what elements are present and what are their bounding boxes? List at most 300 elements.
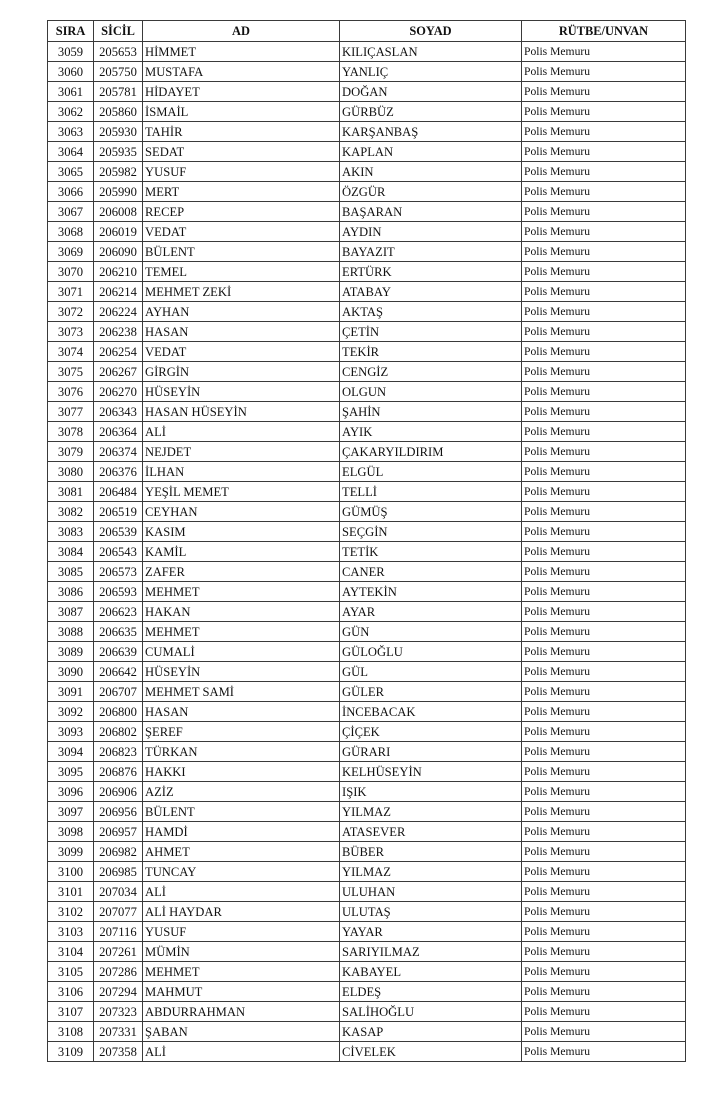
cell-soyad: AYTEKİN xyxy=(340,582,522,602)
cell-sira: 3080 xyxy=(48,462,94,482)
cell-sira: 3093 xyxy=(48,722,94,742)
cell-sicil: 206343 xyxy=(94,402,143,422)
cell-sira: 3068 xyxy=(48,222,94,242)
cell-sicil: 206364 xyxy=(94,422,143,442)
cell-sicil: 206635 xyxy=(94,622,143,642)
cell-sira: 3103 xyxy=(48,922,94,942)
cell-sira: 3087 xyxy=(48,602,94,622)
table-row xyxy=(48,782,686,802)
table-row xyxy=(48,922,686,942)
cell-ad: İLHAN xyxy=(143,462,340,482)
cell-sicil: 206823 xyxy=(94,742,143,762)
table-row xyxy=(48,342,686,362)
cell-sira: 3107 xyxy=(48,1002,94,1022)
cell-soyad: GÜRARI xyxy=(340,742,522,762)
table-row xyxy=(48,942,686,962)
cell-sira: 3072 xyxy=(48,302,94,322)
cell-ad: VEDAT xyxy=(143,222,340,242)
cell-soyad: BAŞARAN xyxy=(340,202,522,222)
cell-sira: 3097 xyxy=(48,802,94,822)
cell-rutbe: Polis Memuru xyxy=(522,422,686,442)
cell-rutbe: Polis Memuru xyxy=(522,742,686,762)
cell-sicil: 205990 xyxy=(94,182,143,202)
cell-soyad: SALİHOĞLU xyxy=(340,1002,522,1022)
cell-sicil: 206800 xyxy=(94,702,143,722)
cell-sicil: 206573 xyxy=(94,562,143,582)
cell-ad: ŞEREF xyxy=(143,722,340,742)
cell-soyad: BÜBER xyxy=(340,842,522,862)
table-body xyxy=(48,42,686,1062)
cell-ad: GİRGİN xyxy=(143,362,340,382)
cell-rutbe: Polis Memuru xyxy=(522,1042,686,1062)
table-row xyxy=(48,282,686,302)
cell-ad: CEYHAN xyxy=(143,502,340,522)
cell-sicil: 206623 xyxy=(94,602,143,622)
cell-soyad: CENGİZ xyxy=(340,362,522,382)
cell-soyad: KABAYEL xyxy=(340,962,522,982)
cell-sira: 3085 xyxy=(48,562,94,582)
cell-soyad: GÜLOĞLU xyxy=(340,642,522,662)
cell-rutbe: Polis Memuru xyxy=(522,942,686,962)
cell-sira: 3092 xyxy=(48,702,94,722)
table-row xyxy=(48,242,686,262)
table-row xyxy=(48,482,686,502)
cell-soyad: ULUHAN xyxy=(340,882,522,902)
table-row xyxy=(48,582,686,602)
cell-sira: 3059 xyxy=(48,42,94,62)
cell-sira: 3096 xyxy=(48,782,94,802)
cell-soyad: AYIK xyxy=(340,422,522,442)
cell-rutbe: Polis Memuru xyxy=(522,902,686,922)
cell-ad: YEŞİL MEMET xyxy=(143,482,340,502)
cell-soyad: GÜL xyxy=(340,662,522,682)
cell-rutbe: Polis Memuru xyxy=(522,702,686,722)
cell-sicil: 206956 xyxy=(94,802,143,822)
cell-sira: 3090 xyxy=(48,662,94,682)
cell-soyad: CİVELEK xyxy=(340,1042,522,1062)
cell-sira: 3084 xyxy=(48,542,94,562)
header-sicil: SİCİL xyxy=(94,21,143,42)
cell-soyad: AYDIN xyxy=(340,222,522,242)
cell-rutbe: Polis Memuru xyxy=(522,242,686,262)
cell-rutbe: Polis Memuru xyxy=(522,862,686,882)
cell-sicil: 206957 xyxy=(94,822,143,842)
cell-ad: ŞABAN xyxy=(143,1022,340,1042)
cell-soyad: KASAP xyxy=(340,1022,522,1042)
cell-ad: HAMDİ xyxy=(143,822,340,842)
cell-rutbe: Polis Memuru xyxy=(522,282,686,302)
cell-sira: 3098 xyxy=(48,822,94,842)
cell-ad: İSMAİL xyxy=(143,102,340,122)
cell-ad: MEHMET ZEKİ xyxy=(143,282,340,302)
cell-rutbe: Polis Memuru xyxy=(522,802,686,822)
cell-rutbe: Polis Memuru xyxy=(522,1022,686,1042)
cell-soyad: GÜRBÜZ xyxy=(340,102,522,122)
cell-rutbe: Polis Memuru xyxy=(522,662,686,682)
cell-soyad: KILIÇASLAN xyxy=(340,42,522,62)
cell-sicil: 205750 xyxy=(94,62,143,82)
cell-soyad: İNCEBACAK xyxy=(340,702,522,722)
cell-sira: 3102 xyxy=(48,902,94,922)
cell-rutbe: Polis Memuru xyxy=(522,582,686,602)
cell-sicil: 207294 xyxy=(94,982,143,1002)
table-row xyxy=(48,982,686,1002)
cell-sira: 3062 xyxy=(48,102,94,122)
cell-sicil: 205653 xyxy=(94,42,143,62)
cell-ad: YUSUF xyxy=(143,922,340,942)
cell-rutbe: Polis Memuru xyxy=(522,202,686,222)
table-header xyxy=(48,21,686,42)
cell-soyad: YILMAZ xyxy=(340,862,522,882)
cell-sira: 3094 xyxy=(48,742,94,762)
cell-rutbe: Polis Memuru xyxy=(522,302,686,322)
cell-sicil: 206484 xyxy=(94,482,143,502)
cell-sira: 3067 xyxy=(48,202,94,222)
table-row xyxy=(48,962,686,982)
cell-rutbe: Polis Memuru xyxy=(522,782,686,802)
cell-ad: HAKKI xyxy=(143,762,340,782)
cell-ad: MAHMUT xyxy=(143,982,340,1002)
cell-soyad: ATASEVER xyxy=(340,822,522,842)
cell-sicil: 207261 xyxy=(94,942,143,962)
cell-rutbe: Polis Memuru xyxy=(522,402,686,422)
cell-rutbe: Polis Memuru xyxy=(522,962,686,982)
cell-sicil: 206238 xyxy=(94,322,143,342)
table-row xyxy=(48,322,686,342)
cell-sira: 3095 xyxy=(48,762,94,782)
cell-sira: 3100 xyxy=(48,862,94,882)
cell-sicil: 206593 xyxy=(94,582,143,602)
header-sira: SIRA xyxy=(48,21,94,42)
cell-rutbe: Polis Memuru xyxy=(522,222,686,242)
cell-sira: 3106 xyxy=(48,982,94,1002)
cell-ad: ALİ xyxy=(143,1042,340,1062)
cell-sira: 3079 xyxy=(48,442,94,462)
cell-ad: RECEP xyxy=(143,202,340,222)
cell-soyad: YILMAZ xyxy=(340,802,522,822)
table-row xyxy=(48,722,686,742)
cell-soyad: TETİK xyxy=(340,542,522,562)
table-row xyxy=(48,42,686,62)
table-row xyxy=(48,682,686,702)
cell-ad: HİDAYET xyxy=(143,82,340,102)
cell-sira: 3076 xyxy=(48,382,94,402)
cell-soyad: KARŞANBAŞ xyxy=(340,122,522,142)
table-row xyxy=(48,882,686,902)
cell-ad: TÜRKAN xyxy=(143,742,340,762)
cell-sicil: 207358 xyxy=(94,1042,143,1062)
cell-rutbe: Polis Memuru xyxy=(522,462,686,482)
cell-sicil: 206707 xyxy=(94,682,143,702)
cell-sira: 3091 xyxy=(48,682,94,702)
cell-sicil: 207323 xyxy=(94,1002,143,1022)
cell-sicil: 207077 xyxy=(94,902,143,922)
table-row xyxy=(48,902,686,922)
table-row xyxy=(48,302,686,322)
cell-sicil: 206019 xyxy=(94,222,143,242)
cell-ad: AZİZ xyxy=(143,782,340,802)
cell-sicil: 206802 xyxy=(94,722,143,742)
table-row xyxy=(48,222,686,242)
cell-ad: BÜLENT xyxy=(143,802,340,822)
cell-soyad: ÇİÇEK xyxy=(340,722,522,742)
table-row xyxy=(48,662,686,682)
cell-sicil: 206906 xyxy=(94,782,143,802)
cell-rutbe: Polis Memuru xyxy=(522,502,686,522)
cell-soyad: AYAR xyxy=(340,602,522,622)
cell-sicil: 205982 xyxy=(94,162,143,182)
cell-rutbe: Polis Memuru xyxy=(522,722,686,742)
table-row xyxy=(48,1002,686,1022)
cell-soyad: SARIYILMAZ xyxy=(340,942,522,962)
cell-sira: 3073 xyxy=(48,322,94,342)
cell-rutbe: Polis Memuru xyxy=(522,142,686,162)
table-row xyxy=(48,622,686,642)
cell-sira: 3064 xyxy=(48,142,94,162)
cell-sira: 3060 xyxy=(48,62,94,82)
table-row xyxy=(48,822,686,842)
cell-sicil: 206270 xyxy=(94,382,143,402)
cell-rutbe: Polis Memuru xyxy=(522,522,686,542)
cell-ad: TAHİR xyxy=(143,122,340,142)
cell-rutbe: Polis Memuru xyxy=(522,382,686,402)
cell-ad: ALİ HAYDAR xyxy=(143,902,340,922)
table-row xyxy=(48,422,686,442)
cell-sicil: 206214 xyxy=(94,282,143,302)
cell-rutbe: Polis Memuru xyxy=(522,442,686,462)
cell-ad: MERT xyxy=(143,182,340,202)
cell-ad: HASAN xyxy=(143,322,340,342)
cell-rutbe: Polis Memuru xyxy=(522,262,686,282)
cell-ad: MEHMET xyxy=(143,582,340,602)
cell-soyad: ELDEŞ xyxy=(340,982,522,1002)
cell-sicil: 207331 xyxy=(94,1022,143,1042)
cell-sira: 3078 xyxy=(48,422,94,442)
cell-rutbe: Polis Memuru xyxy=(522,82,686,102)
cell-ad: MÜMİN xyxy=(143,942,340,962)
cell-soyad: TELLİ xyxy=(340,482,522,502)
table-row xyxy=(48,502,686,522)
cell-ad: HAKAN xyxy=(143,602,340,622)
cell-sira: 3101 xyxy=(48,882,94,902)
table-row xyxy=(48,642,686,662)
cell-ad: HASAN xyxy=(143,702,340,722)
cell-soyad: CANER xyxy=(340,562,522,582)
cell-sira: 3089 xyxy=(48,642,94,662)
cell-soyad: AKIN xyxy=(340,162,522,182)
cell-sicil: 206539 xyxy=(94,522,143,542)
cell-rutbe: Polis Memuru xyxy=(522,322,686,342)
cell-soyad: ATABAY xyxy=(340,282,522,302)
cell-soyad: ŞAHİN xyxy=(340,402,522,422)
cell-soyad: TEKİR xyxy=(340,342,522,362)
table-row xyxy=(48,442,686,462)
table-row xyxy=(48,842,686,862)
cell-ad: VEDAT xyxy=(143,342,340,362)
cell-rutbe: Polis Memuru xyxy=(522,122,686,142)
cell-soyad: ELGÜL xyxy=(340,462,522,482)
cell-rutbe: Polis Memuru xyxy=(522,482,686,502)
header-ad: AD xyxy=(143,21,340,42)
cell-ad: MUSTAFA xyxy=(143,62,340,82)
cell-soyad: YANLIÇ xyxy=(340,62,522,82)
table-row xyxy=(48,202,686,222)
cell-ad: ZAFER xyxy=(143,562,340,582)
cell-rutbe: Polis Memuru xyxy=(522,1002,686,1022)
table-row xyxy=(48,802,686,822)
cell-sira: 3063 xyxy=(48,122,94,142)
cell-ad: HÜSEYİN xyxy=(143,662,340,682)
table-row xyxy=(48,702,686,722)
cell-rutbe: Polis Memuru xyxy=(522,842,686,862)
cell-rutbe: Polis Memuru xyxy=(522,182,686,202)
cell-soyad: KELHÜSEYİN xyxy=(340,762,522,782)
cell-sicil: 206639 xyxy=(94,642,143,662)
table-row xyxy=(48,362,686,382)
cell-sicil: 206642 xyxy=(94,662,143,682)
cell-sicil: 206519 xyxy=(94,502,143,522)
cell-sicil: 206210 xyxy=(94,262,143,282)
table-row xyxy=(48,262,686,282)
cell-ad: CUMALİ xyxy=(143,642,340,662)
cell-sira: 3105 xyxy=(48,962,94,982)
cell-ad: MEHMET SAMİ xyxy=(143,682,340,702)
cell-sira: 3061 xyxy=(48,82,94,102)
cell-sira: 3075 xyxy=(48,362,94,382)
cell-rutbe: Polis Memuru xyxy=(522,822,686,842)
cell-soyad: GÜN xyxy=(340,622,522,642)
table-row xyxy=(48,522,686,542)
cell-ad: YUSUF xyxy=(143,162,340,182)
cell-sicil: 206876 xyxy=(94,762,143,782)
cell-rutbe: Polis Memuru xyxy=(522,682,686,702)
cell-sira: 3088 xyxy=(48,622,94,642)
cell-soyad: ÖZGÜR xyxy=(340,182,522,202)
table-row xyxy=(48,862,686,882)
cell-rutbe: Polis Memuru xyxy=(522,62,686,82)
cell-soyad: DOĞAN xyxy=(340,82,522,102)
table-row xyxy=(48,762,686,782)
cell-ad: ABDURRAHMAN xyxy=(143,1002,340,1022)
cell-rutbe: Polis Memuru xyxy=(522,982,686,1002)
table-row xyxy=(48,122,686,142)
cell-rutbe: Polis Memuru xyxy=(522,162,686,182)
cell-sira: 3074 xyxy=(48,342,94,362)
cell-ad: ALİ xyxy=(143,422,340,442)
cell-rutbe: Polis Memuru xyxy=(522,882,686,902)
cell-ad: HASAN HÜSEYİN xyxy=(143,402,340,422)
cell-sira: 3104 xyxy=(48,942,94,962)
cell-rutbe: Polis Memuru xyxy=(522,42,686,62)
cell-soyad: OLGUN xyxy=(340,382,522,402)
cell-sicil: 207116 xyxy=(94,922,143,942)
cell-ad: HİMMET xyxy=(143,42,340,62)
cell-soyad: ÇAKARYILDIRIM xyxy=(340,442,522,462)
table-row xyxy=(48,102,686,122)
cell-soyad: GÜLER xyxy=(340,682,522,702)
cell-soyad: ERTÜRK xyxy=(340,262,522,282)
cell-ad: TUNCAY xyxy=(143,862,340,882)
table-row xyxy=(48,182,686,202)
cell-sira: 3083 xyxy=(48,522,94,542)
cell-rutbe: Polis Memuru xyxy=(522,602,686,622)
cell-sicil: 206543 xyxy=(94,542,143,562)
cell-rutbe: Polis Memuru xyxy=(522,362,686,382)
table-row xyxy=(48,382,686,402)
cell-sicil: 207286 xyxy=(94,962,143,982)
cell-rutbe: Polis Memuru xyxy=(522,922,686,942)
cell-rutbe: Polis Memuru xyxy=(522,762,686,782)
cell-sicil: 205930 xyxy=(94,122,143,142)
cell-sira: 3082 xyxy=(48,502,94,522)
cell-sira: 3066 xyxy=(48,182,94,202)
table-row xyxy=(48,602,686,622)
table-row xyxy=(48,402,686,422)
cell-sicil: 205860 xyxy=(94,102,143,122)
cell-sira: 3086 xyxy=(48,582,94,602)
cell-sira: 3108 xyxy=(48,1022,94,1042)
table-row xyxy=(48,82,686,102)
cell-sicil: 206982 xyxy=(94,842,143,862)
cell-ad: ALİ xyxy=(143,882,340,902)
cell-ad: AHMET xyxy=(143,842,340,862)
cell-rutbe: Polis Memuru xyxy=(522,642,686,662)
cell-soyad: SEÇGİN xyxy=(340,522,522,542)
header-rutbe: RÜTBE/UNVAN xyxy=(522,21,686,42)
cell-ad: MEHMET xyxy=(143,622,340,642)
cell-sicil: 205781 xyxy=(94,82,143,102)
cell-soyad: AKTAŞ xyxy=(340,302,522,322)
table-row xyxy=(48,562,686,582)
cell-sira: 3109 xyxy=(48,1042,94,1062)
cell-soyad: GÜMÜŞ xyxy=(340,502,522,522)
cell-sira: 3077 xyxy=(48,402,94,422)
cell-ad: MEHMET xyxy=(143,962,340,982)
header-soyad: SOYAD xyxy=(340,21,522,42)
table-row xyxy=(48,462,686,482)
cell-sicil: 206267 xyxy=(94,362,143,382)
table-row xyxy=(48,742,686,762)
cell-sira: 3071 xyxy=(48,282,94,302)
cell-sicil: 206224 xyxy=(94,302,143,322)
cell-sira: 3070 xyxy=(48,262,94,282)
cell-sira: 3065 xyxy=(48,162,94,182)
cell-ad: KAMİL xyxy=(143,542,340,562)
table-row xyxy=(48,62,686,82)
cell-soyad: ULUTAŞ xyxy=(340,902,522,922)
cell-rutbe: Polis Memuru xyxy=(522,342,686,362)
cell-sicil: 206254 xyxy=(94,342,143,362)
cell-sicil: 206008 xyxy=(94,202,143,222)
cell-sicil: 206090 xyxy=(94,242,143,262)
cell-sicil: 207034 xyxy=(94,882,143,902)
cell-ad: BÜLENT xyxy=(143,242,340,262)
cell-ad: AYHAN xyxy=(143,302,340,322)
cell-sira: 3069 xyxy=(48,242,94,262)
cell-sicil: 206985 xyxy=(94,862,143,882)
personnel-table xyxy=(47,20,686,1062)
cell-sicil: 206376 xyxy=(94,462,143,482)
cell-soyad: ÇETİN xyxy=(340,322,522,342)
cell-rutbe: Polis Memuru xyxy=(522,562,686,582)
cell-sicil: 206374 xyxy=(94,442,143,462)
cell-sira: 3099 xyxy=(48,842,94,862)
cell-sicil: 205935 xyxy=(94,142,143,162)
table-row xyxy=(48,542,686,562)
cell-rutbe: Polis Memuru xyxy=(522,622,686,642)
table-row xyxy=(48,1022,686,1042)
cell-rutbe: Polis Memuru xyxy=(522,542,686,562)
